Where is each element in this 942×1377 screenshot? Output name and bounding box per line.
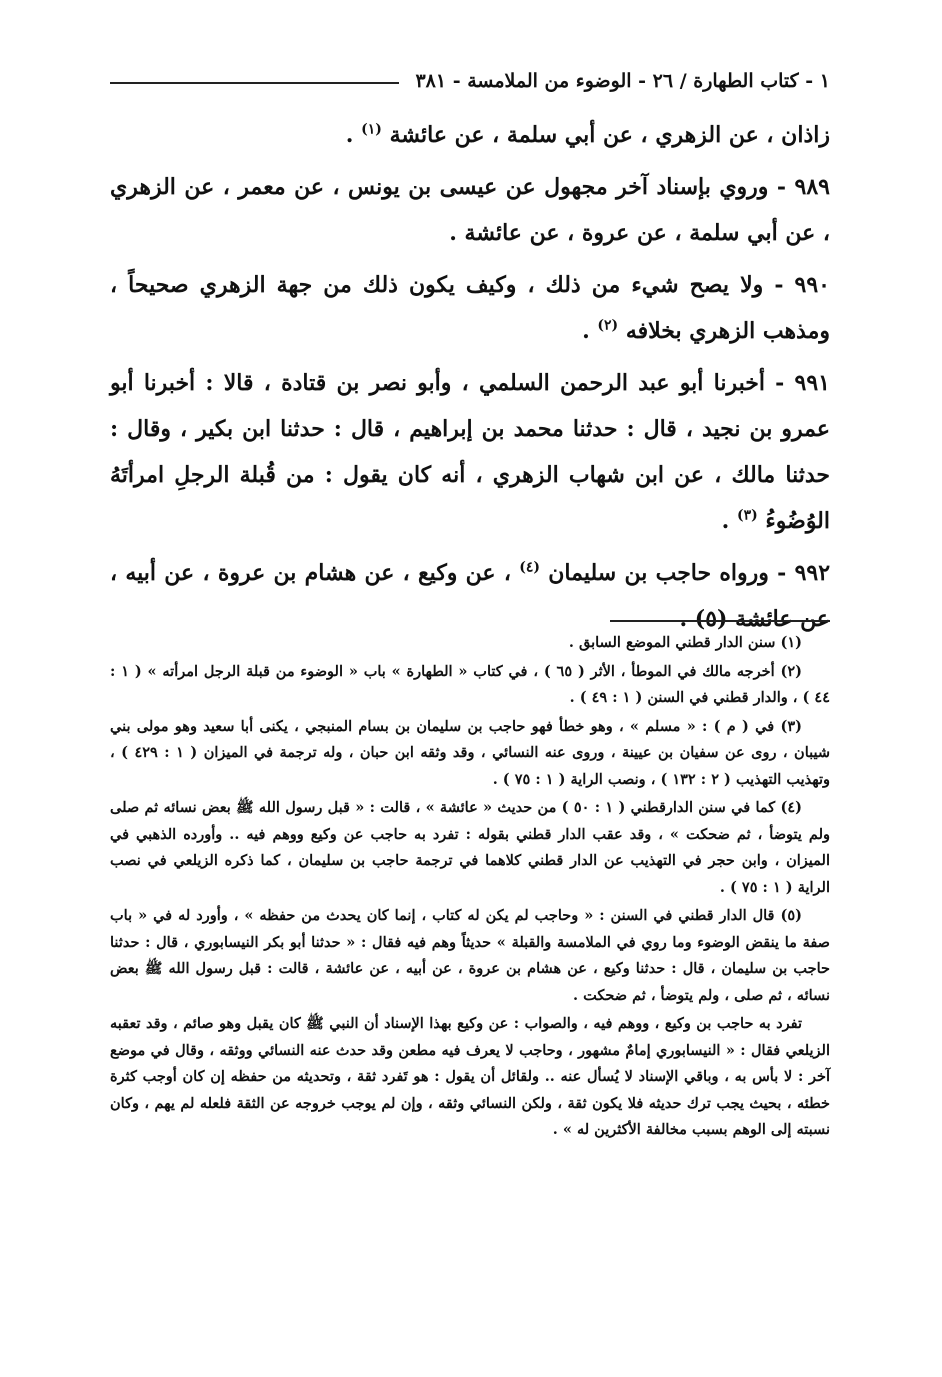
paragraph-text: ٩٩١ - أخبرنا أبو عبد الرحمن السلمي ، وأبو نصر بن قتادة ، قالا : أخبرنا أبو عمرو بن نجيد ، قال : حدثنا محمد بن إبراهيم ، قال : حدثنا ابن بكير ، وقال : حدثنا مالك ، عن ابن شهاب الزهري ، أنه كان يقول : من قُبلة الرجلِ امرأتَهُ الوُضُوءُ <box>110 370 830 534</box>
paragraph-989 <box>110 164 830 256</box>
paragraph-continuation <box>110 112 830 158</box>
footnote-ref: (٢) <box>597 317 619 334</box>
footnote-ref: (٣) <box>736 507 758 524</box>
paragraph-tail: . <box>721 508 737 534</box>
footnote-5-continued: تفرد به حاجب بن وكيع ، ووهم فيه ، والصواب : عن وكيع بهذا الإسناد أن النبي ﷺ كان يقبل وهو صائم ، وقد تعقبه الزيلعي فقال : « النيسابوري إمامٌ مشهور ، وحاجب لا يعرف فيه مطعن وقد حدث عنه النسائي ووثقه ، وقال في موضع آخر : لا بأس به ، وباقي الإسناد لا يُسأل عنه .. ولقائل أن يقول : هو تَفرد ثقة ، وتحديثه من حفظه إن كان أوجب كثرة خطئه ، بحيث يجب ترك حديثه فلا يكون ثقة ، ولكن النسائي وثقه ، وإن لم يوجب خروجه عن الثقة فلعله لم يهم ، وكان نسبته إلى الوهم بسبب مخالفة الأكثرين له » . <box>110 1015 830 1138</box>
paragraph-text: زاذان ، عن الزهري ، عن أبي سلمة ، عن عائشة <box>389 122 830 148</box>
paragraph-990 <box>110 262 830 354</box>
paragraph-text: ٩٩٠ - ولا يصح شيء من ذلك ، وكيف يكون ذلك من جهة الزهري صحيحاً ، ومذهب الزهري بخلافه <box>110 272 830 344</box>
footnote-separator <box>610 620 830 622</box>
running-title: ١ - كتاب الطهارة / ٢٦ - الوضوء من الملامسة - ٣٨١ <box>415 70 830 92</box>
footnote-3: (٣) في ( م ) : « مسلم » ، وهو خطأ فهو حاجب بن سليمان بن بسام المنبجي ، يكنى أبا سعيد وهو مولى بني شيبان ، روى عن سفيان بن عيينة ، وروى عنه النسائي ، وقد وثقه ابن حبان ، وله ترجمة في الميزان ( ١ : ٤٢٩ ) ، وتهذيب التهذيب ( ٢ : ١٣٢ ) ، ونصب الراية ( ١ : ٧٥ ) . <box>110 717 831 788</box>
header-rule <box>110 82 399 84</box>
footnote-4: (٤) كما في سنن الدارقطني ( ١ : ٥٠ ) من حديث « عائشة » ، قالت : « قبل رسول الله ﷺ بعض نسائه ثم صلى ولم يتوضأ ، ثم ضحكت » ، وقد عقب الدار قطني بقوله : تفرد به حاجب عن وكيع ووهم فيه .. وأورده الذهبي في الميزان ، وابن حجر في التهذيب عن الدار قطني كلاهما في ترجمة حاجب بن سليمان ، كما ذكره الزيلعي في نصب الراية ( ١ : ٧٥ ) . <box>110 799 830 896</box>
paragraph-tail: . <box>345 122 362 148</box>
paragraph-992 <box>110 550 830 642</box>
paragraph-text: ٩٩٢ - ورواه حاجب بن سليمان <box>548 560 831 586</box>
paragraph-tail: ، عن وكيع ، عن هشام بن عروة ، عن أبيه ، عن عائشة (٥) . <box>110 560 830 632</box>
footnote-5: (٥) قال الدار قطني في السنن : « وحاجب لم يكن له كتاب ، إنما كان يحدث من حفظه » ، وأورد له في « باب صفة ما ينقض الوضوء وما روي في الملامسة والقبلة » حديثاً وهم فيه فقال : « حدثنا أبو بكر النيسابوري ، قال : حدثنا حاجب بن سليمان ، قال : حدثنا وكيع ، عن هشام بن عروة ، عن أبيه ، عن عائشة ، قالت : قبل رسول الله ﷺ بعض نسائه ، ثم صلى ، ولم يتوضأ ، ثم ضحكت . <box>110 907 830 1004</box>
footnote-1: (١) سنن الدار قطني الموضع السابق . <box>568 634 802 651</box>
footnote-ref: (٤) <box>519 559 540 576</box>
paragraph-text: ٩٨٩ - وروي بإسناد آخر مجهول عن عيسى بن يونس ، عن معمر ، عن الزهري ، عن أبي سلمة ، عن عروة ، عن عائشة . <box>110 174 830 246</box>
paragraph-991 <box>110 360 830 544</box>
footnote-ref: (١) <box>361 121 382 138</box>
footnote-2: (٢) أخرجه مالك في الموطأ ، الأثر ( ٦٥ ) ، في كتاب « الطهارة » باب « الوضوء من قبلة الرجل امرأته » ( ١ : ٤٤ ) ، والدار قطني في السنن ( ١ : ٤٩ ) . <box>110 662 830 706</box>
running-header <box>110 66 830 96</box>
footnotes <box>110 630 830 1144</box>
paragraph-tail: . <box>582 318 598 344</box>
main-text <box>110 112 830 642</box>
